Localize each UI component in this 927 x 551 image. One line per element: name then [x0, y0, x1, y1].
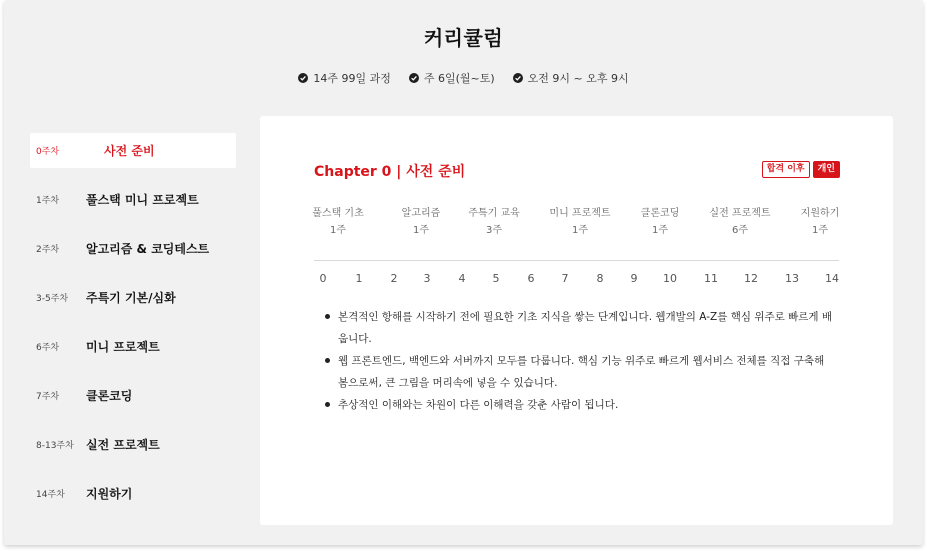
- phase-duration: 1주: [811, 225, 829, 236]
- phase-item: [641, 205, 680, 239]
- sidebar-label: 미니 프로젝트: [86, 340, 160, 354]
- status-badge: 합격 이후: [762, 161, 810, 178]
- timeline-tick: 0: [319, 272, 327, 285]
- timeline-divider: [314, 260, 839, 261]
- timeline-tick: 14: [825, 272, 839, 285]
- phase-name: 풀스택 기초: [312, 208, 364, 219]
- page-title: 커리큘럼: [423, 26, 504, 50]
- sidebar-label: 풀스택 미니 프로젝트: [86, 193, 199, 207]
- check-circle-icon: [409, 73, 419, 83]
- sidebar-item-week3-5[interactable]: [30, 280, 236, 315]
- phase-name: 클론코딩: [640, 208, 680, 219]
- phase-name: 실전 프로젝트: [709, 208, 771, 219]
- phase-list: [310, 205, 850, 245]
- sidebar-week: 2주차: [36, 245, 60, 255]
- sidebar-item-week6[interactable]: [30, 329, 236, 364]
- phase-duration: 1주: [571, 225, 589, 236]
- sidebar-label: 사전 준비: [104, 144, 155, 158]
- meta-text: 주 6일(월~토): [423, 72, 495, 85]
- description-item: 웹 프론트엔드, 백엔드와 서버까지 모두를 다룹니다. 핵심 기능 위주로 빠르게 웹서비스 전체를 직접 구축해봄으로써, 큰 그림을 머리속에 넣을 수 있습니다.: [324, 350, 834, 394]
- sidebar-label: 클론코딩: [86, 389, 133, 403]
- meta-text: 오전 9시 ~ 오후 9시: [527, 72, 629, 85]
- chapter-description: [324, 306, 834, 416]
- sidebar-item-week8-13[interactable]: [30, 427, 236, 462]
- phase-name: 미니 프로젝트: [549, 208, 611, 219]
- sidebar-item-week0[interactable]: [30, 133, 236, 168]
- course-meta: [4, 70, 923, 86]
- phase-duration: 1주: [651, 225, 669, 236]
- phase-duration: 6주: [731, 225, 749, 236]
- phase-item: [709, 205, 770, 239]
- phase-item: [402, 205, 441, 239]
- timeline-tick: 11: [704, 272, 718, 285]
- sidebar-item-week7[interactable]: [30, 378, 236, 413]
- phase-name: 주특기 교육: [468, 208, 520, 219]
- sidebar-week: 8-13주차: [36, 441, 74, 451]
- description-item: 본격적인 항해를 시작하기 전에 필요한 기초 지식을 쌓는 단계입니다. 웹개발의 A-Z를 핵심 위주로 빠르게 배웁니다.: [324, 306, 834, 350]
- chapter-badges: [762, 161, 840, 178]
- week-sidebar: [30, 133, 236, 525]
- sidebar-week: 3-5주차: [36, 294, 69, 304]
- check-circle-icon: [298, 73, 308, 83]
- meta-item-duration: [298, 70, 391, 86]
- timeline-tick: 6: [527, 272, 535, 285]
- phase-duration: 1주: [412, 225, 430, 236]
- timeline-tick: 3: [423, 272, 431, 285]
- timeline-tick: 12: [744, 272, 758, 285]
- timeline-tick: 5: [492, 272, 500, 285]
- timeline-tick: 1: [355, 272, 363, 285]
- sidebar-week: 1주차: [36, 196, 60, 206]
- phase-duration: 3주: [485, 225, 503, 236]
- type-badge: 개인: [813, 161, 840, 178]
- meta-text: 14주 99일 과정: [313, 72, 391, 85]
- sidebar-label: 지원하기: [86, 487, 133, 501]
- phase-name: 알고리즘: [401, 208, 441, 219]
- check-circle-icon: [513, 73, 523, 83]
- timeline-tick: 2: [390, 272, 398, 285]
- timeline-tick: 13: [785, 272, 799, 285]
- sidebar-week: 7주차: [36, 392, 60, 402]
- phase-name: 지원하기: [800, 208, 840, 219]
- timeline-tick: 9: [630, 272, 638, 285]
- sidebar-label: 주특기 기본/심화: [86, 291, 176, 305]
- description-item: 추상적인 이해와는 차원이 다른 이해력을 갖춘 사람이 됩니다.: [324, 394, 834, 416]
- sidebar-label: 알고리즘 & 코딩테스트: [86, 242, 210, 256]
- timeline-tick: 10: [663, 272, 677, 285]
- chapter-panel: [260, 116, 893, 525]
- sidebar-item-week1[interactable]: [30, 182, 236, 217]
- phase-item: [468, 205, 519, 239]
- sidebar-item-week2[interactable]: [30, 231, 236, 266]
- sidebar-week: 6주차: [36, 343, 60, 353]
- phase-item: [312, 205, 363, 239]
- phase-duration: 1주: [329, 225, 347, 236]
- sidebar-label: 실전 프로젝트: [86, 438, 160, 452]
- sidebar-week: 14주차: [36, 490, 65, 500]
- timeline-tick: 4: [458, 272, 466, 285]
- timeline-tick: 7: [561, 272, 569, 285]
- curriculum-section: [4, 0, 923, 545]
- meta-item-days: [409, 70, 495, 86]
- chapter-title: Chapter 0 | 사전 준비: [314, 164, 466, 180]
- phase-item: [801, 205, 840, 239]
- timeline-tick: 8: [596, 272, 604, 285]
- timeline-ticks: [314, 272, 839, 286]
- phase-item: [549, 205, 610, 239]
- sidebar-week: 0주차: [36, 147, 60, 157]
- sidebar-item-week14[interactable]: [30, 476, 236, 511]
- meta-item-hours: [513, 70, 629, 86]
